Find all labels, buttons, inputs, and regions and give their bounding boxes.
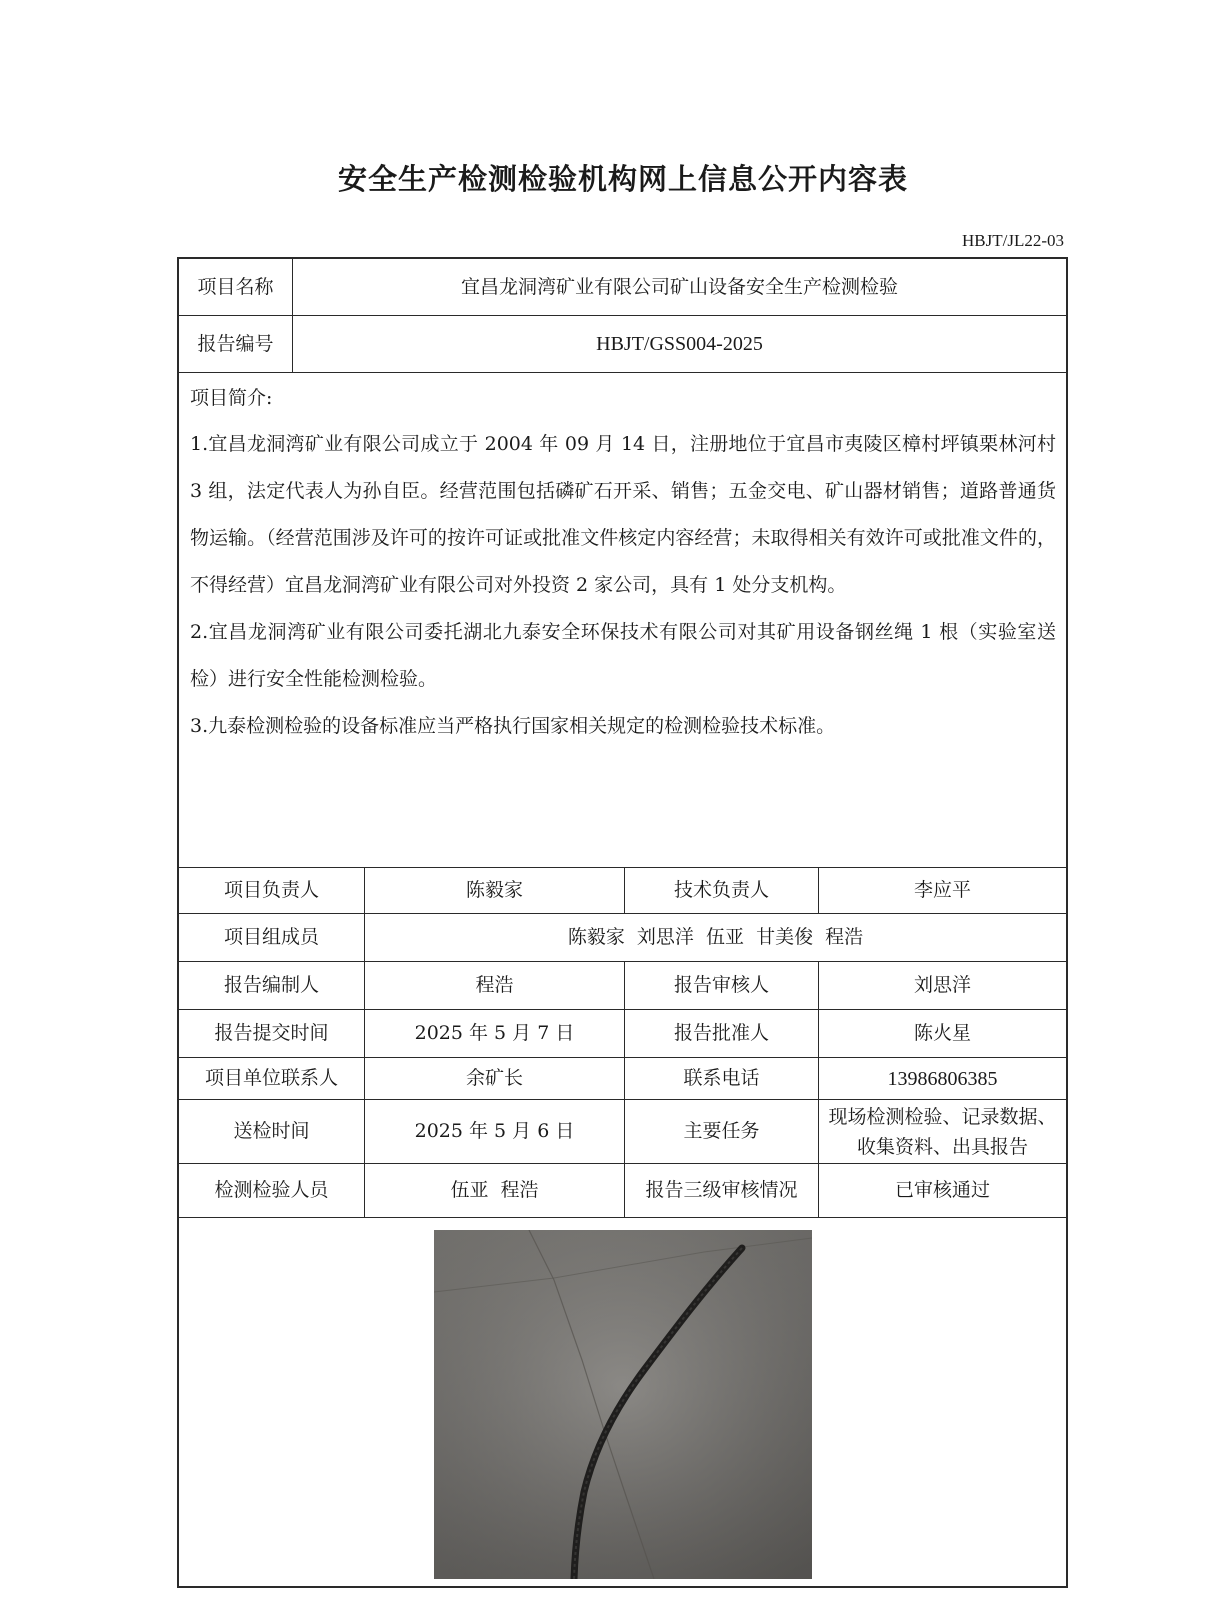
project-name-row (179, 259, 1066, 316)
report-number-row (179, 316, 1066, 373)
members-row (179, 914, 1066, 962)
intro-heading: 项目简介: (190, 387, 273, 409)
phone-value: 13986806385 (818, 1058, 1066, 1099)
inspectors-value: 伍亚 程浩 (364, 1164, 624, 1217)
members-value: 陈毅家 刘思洋 伍亚 甘美俊 程浩 (364, 914, 1066, 961)
intro-paragraph-2: 2.宜昌龙洞湾矿业有限公司委托湖北九泰安全环保技术有限公司对其矿用设备钢丝绳 1 根（实验室送检）进行安全性能检测检验。 (190, 621, 1056, 690)
compiler-row (179, 962, 1066, 1010)
reviewer-label: 报告审核人 (624, 962, 818, 1009)
leaders-row (179, 868, 1066, 914)
intro-paragraph-3: 3.九泰检测检验的设备标准应当严格执行国家相关规定的检测检验技术标准。 (190, 715, 836, 737)
submit-time-value: 2025 年 5 月 7 日 (364, 1010, 624, 1057)
photo-area (179, 1218, 1066, 1586)
approver-label: 报告批准人 (624, 1010, 818, 1057)
approver-value: 陈火星 (818, 1010, 1066, 1057)
reviewer-value: 刘思洋 (818, 962, 1066, 1009)
main-task-value: 现场检测检验、记录数据、收集资料、出具报告 (818, 1100, 1066, 1163)
project-name-label: 项目名称 (197, 275, 274, 298)
submit-row (179, 1010, 1066, 1058)
project-intro (179, 373, 1066, 868)
contact-row (179, 1058, 1066, 1100)
project-name-value: 宜昌龙洞湾矿业有限公司矿山设备安全生产检测检验 (292, 259, 1066, 315)
info-table (177, 257, 1068, 1588)
form-code: HBJT/JL22-03 (962, 231, 1064, 250)
compiler-value: 程浩 (364, 962, 624, 1009)
wire-rope-photo (434, 1230, 812, 1579)
inspection-row (179, 1100, 1066, 1164)
tech-leader-value: 李应平 (818, 868, 1066, 913)
inspectors-label: 检测检验人员 (214, 1179, 329, 1202)
tech-leader-label: 技术负责人 (624, 868, 818, 913)
intro-paragraph-1: 1.宜昌龙洞湾矿业有限公司成立于 2004 年 09 月 14 日，注册地位于宜昌市夷陵区樟村坪镇栗林河村 3 组，法定代表人为孙自臣。经营范围包括磷矿石开采、销售；五金交电、矿山器材销售；道路普通货物运输。（经营范围涉及许可的按许可证或批准文件核定内容经营；未取得相关有效许可或批准文件的，不得经营）宜昌龙洞湾矿业有限公司对外投资 2 家公司，具有 1 处分支机构。 (190, 433, 1056, 596)
members-label: 项目组成员 (223, 926, 319, 949)
report-number-value: HBJT/GSS004-2025 (292, 316, 1066, 372)
document-title: 安全生产检测检验机构网上信息公开内容表 (337, 162, 908, 196)
main-task-label: 主要任务 (624, 1100, 818, 1163)
submit-time-label: 报告提交时间 (214, 1022, 329, 1045)
contact-value: 余矿长 (364, 1058, 624, 1099)
project-leader-label: 项目负责人 (223, 879, 319, 902)
inspection-time-value: 2025 年 5 月 6 日 (364, 1100, 624, 1163)
phone-label: 联系电话 (624, 1058, 818, 1099)
project-leader-value: 陈毅家 (364, 868, 624, 913)
review-status-value: 已审核通过 (818, 1164, 1066, 1217)
report-number-label: 报告编号 (197, 332, 274, 355)
inspectors-row (179, 1164, 1066, 1218)
inspection-time-label: 送检时间 (233, 1120, 310, 1143)
wire-rope-photo-drawing (434, 1230, 812, 1579)
compiler-label: 报告编制人 (223, 974, 319, 997)
contact-label: 项目单位联系人 (204, 1067, 338, 1090)
review-status-label: 报告三级审核情况 (624, 1164, 818, 1217)
